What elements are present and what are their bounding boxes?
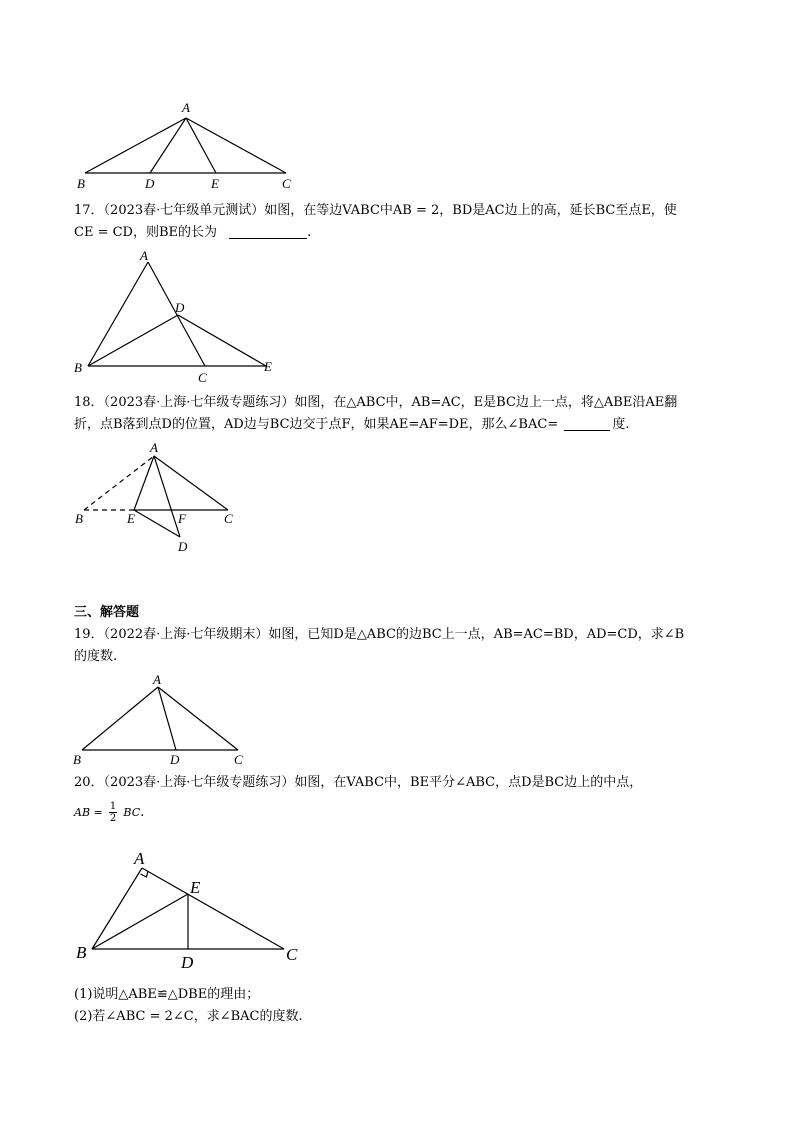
- label-B: B: [76, 943, 87, 962]
- ab-label: AB =: [74, 806, 103, 819]
- label-C: C: [286, 945, 298, 964]
- question-20-part-2: (2)若∠ABC = 2∠C，求∠BAC的度数.: [74, 1009, 303, 1024]
- section-heading: 三、解答题: [74, 605, 140, 620]
- question-19-line1: 19．（2022春·上海·七年级期末）如图，已知D是△ABC的边BC上一点，AB=AC=BD，AD=CD，求∠B: [74, 627, 685, 642]
- label-D: D: [175, 300, 185, 315]
- label-D: D: [178, 539, 188, 554]
- label-E: E: [264, 359, 272, 374]
- label-C: C: [198, 370, 207, 385]
- figure-17: [70, 246, 290, 386]
- label-A: A: [134, 849, 145, 868]
- label-B: B: [77, 176, 85, 191]
- answer-blank-18: [564, 416, 610, 431]
- label-E: E: [190, 878, 201, 897]
- figure-16: [70, 96, 310, 196]
- label-D: D: [181, 953, 194, 972]
- label-C: C: [282, 176, 291, 191]
- fraction-one-half: $\frac{1}{2}$: [109, 801, 117, 824]
- label-A: A: [153, 672, 161, 687]
- question-20-line1: 20．（2023春·上海·七年级专题练习）如图，在VABC中，BE平分∠ABC，点D是BC边上的中点，: [74, 775, 643, 790]
- label-E: E: [211, 176, 219, 191]
- label-A: A: [150, 440, 158, 455]
- figure-20: [70, 846, 320, 976]
- label-F: F: [178, 511, 186, 526]
- label-C: C: [234, 752, 243, 767]
- answer-blank-17: [229, 224, 307, 239]
- question-17-line2: CE = CD，则BE的长为 .: [74, 225, 312, 240]
- label-C: C: [224, 511, 233, 526]
- label-A: A: [140, 248, 148, 263]
- label-B: B: [74, 360, 82, 375]
- question-18-line1: 18．（2023春·上海·七年级专题练习）如图，在△ABC中，AB=AC，E是BC边上一点，将△ABE沿AE翻: [74, 395, 678, 410]
- question-20-part-1: (1)说明△ABE≌△DBE的理由；: [74, 987, 260, 1002]
- bc-label: BC: [123, 806, 141, 819]
- figure-18: [70, 440, 250, 560]
- label-A: A: [182, 100, 190, 115]
- question-19-line2: 的度数.: [74, 649, 118, 664]
- label-D: D: [170, 752, 180, 767]
- question-20-line2: AB = $\frac{1}{2}$ BC.: [74, 801, 145, 824]
- label-B: B: [75, 511, 83, 526]
- label-E: E: [127, 511, 135, 526]
- question-18-text: 折，点B落到点D的位置，AD边与BC边交于点F，如果AE=AF=DE，那么∠BAC=: [74, 417, 559, 432]
- figure-19: [70, 672, 260, 772]
- label-B: B: [73, 752, 81, 767]
- label-D: D: [145, 176, 155, 191]
- question-17-text: CE = CD，则BE的长为: [74, 225, 218, 240]
- question-17-line1: 17．（2023春·七年级单元测试）如图，在等边VABC中AB = 2，BD是AC边上的高，延长BC至点E，使: [74, 203, 677, 218]
- question-18-line2: 折，点B落到点D的位置，AD边与BC边交于点F，如果AE=AF=DE，那么∠BAC= 度.: [74, 417, 630, 432]
